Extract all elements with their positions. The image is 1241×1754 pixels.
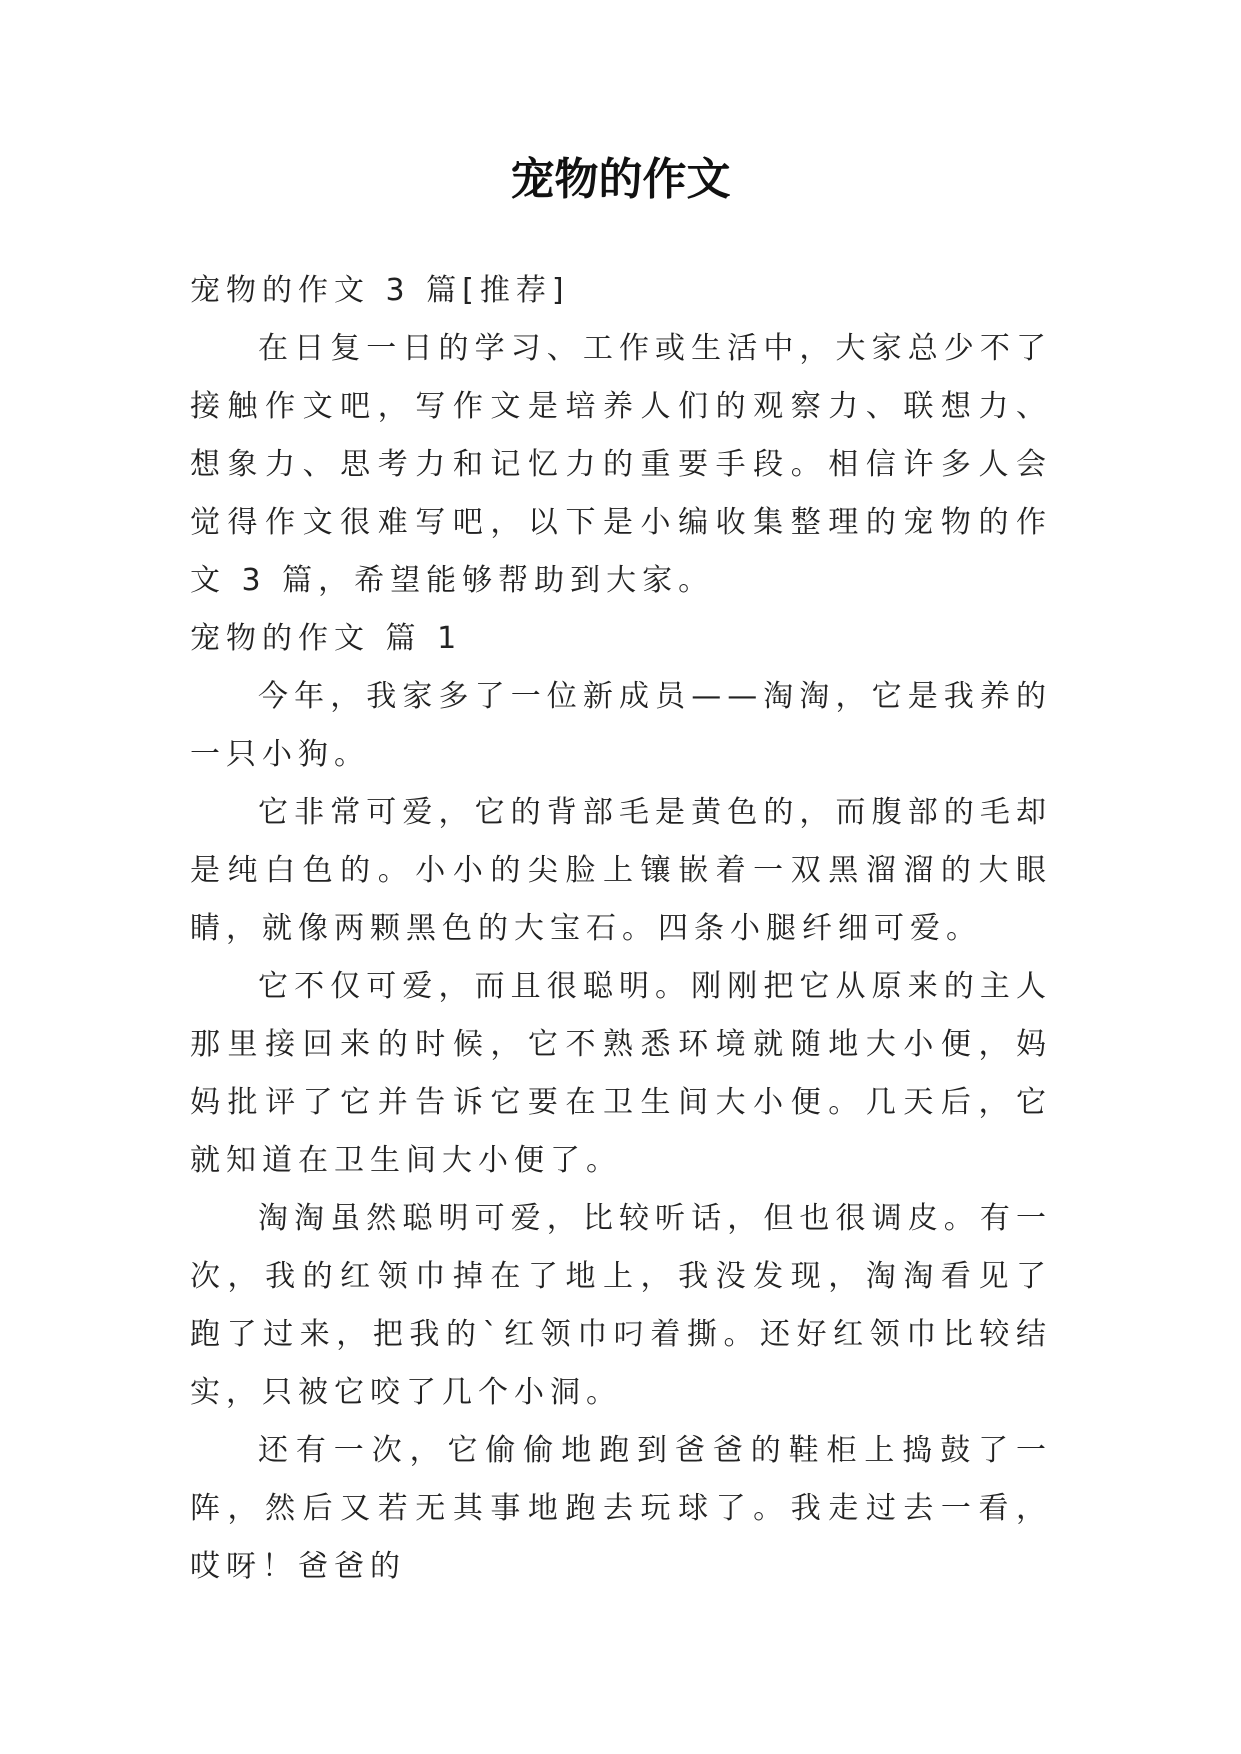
body-paragraph: 淘淘虽然聪明可爱，比较听话，但也很调皮。有一次，我的红领巾掉在了地上，我没发现，淘淘看见了跑了过来，把我的`红领巾叼着撕。还好红领巾比较结实，只被它咬了几个小洞。 [190,1201,1052,1410]
body-paragraph: 今年，我家多了一位新成员——淘淘，它是我养的一只小狗。 [190,679,1052,772]
body-paragraph: 它不仅可爱，而且很聪明。刚刚把它从原来的主人那里接回来的时候，它不熟悉环境就随地大小便，妈妈批评了它并告诉它要在卫生间大小便。几天后，它就知道在卫生间大小便了。 [190,969,1052,1178]
document-subtitle: 宠物的作文 3 篇[推荐] [190,273,570,308]
document-title: 宠物的作文 [510,154,731,205]
section-heading: 宠物的作文 篇 1 [190,621,463,656]
body-paragraph: 它非常可爱，它的背部毛是黄色的，而腹部的毛却是纯白色的。小小的尖脸上镶嵌着一双黑溜溜的大眼睛，就像两颗黑色的大宝石。四条小腿纤细可爱。 [190,795,1052,946]
intro-paragraph: 在日复一日的学习、工作或生活中，大家总少不了接触作文吧，写作文是培养人们的观察力、联想力、想象力、思考力和记忆力的重要手段。相信许多人会觉得作文很难写吧，以下是小编收集整理的宠物的作文 3 篇，希望能够帮助到大家。 [190,331,1052,598]
document-body [190,262,1052,1596]
body-paragraph: 还有一次，它偷偷地跑到爸爸的鞋柜上捣鼓了一阵，然后又若无其事地跑去玩球了。我走过去一看，哎呀！爸爸的 [190,1433,1052,1584]
